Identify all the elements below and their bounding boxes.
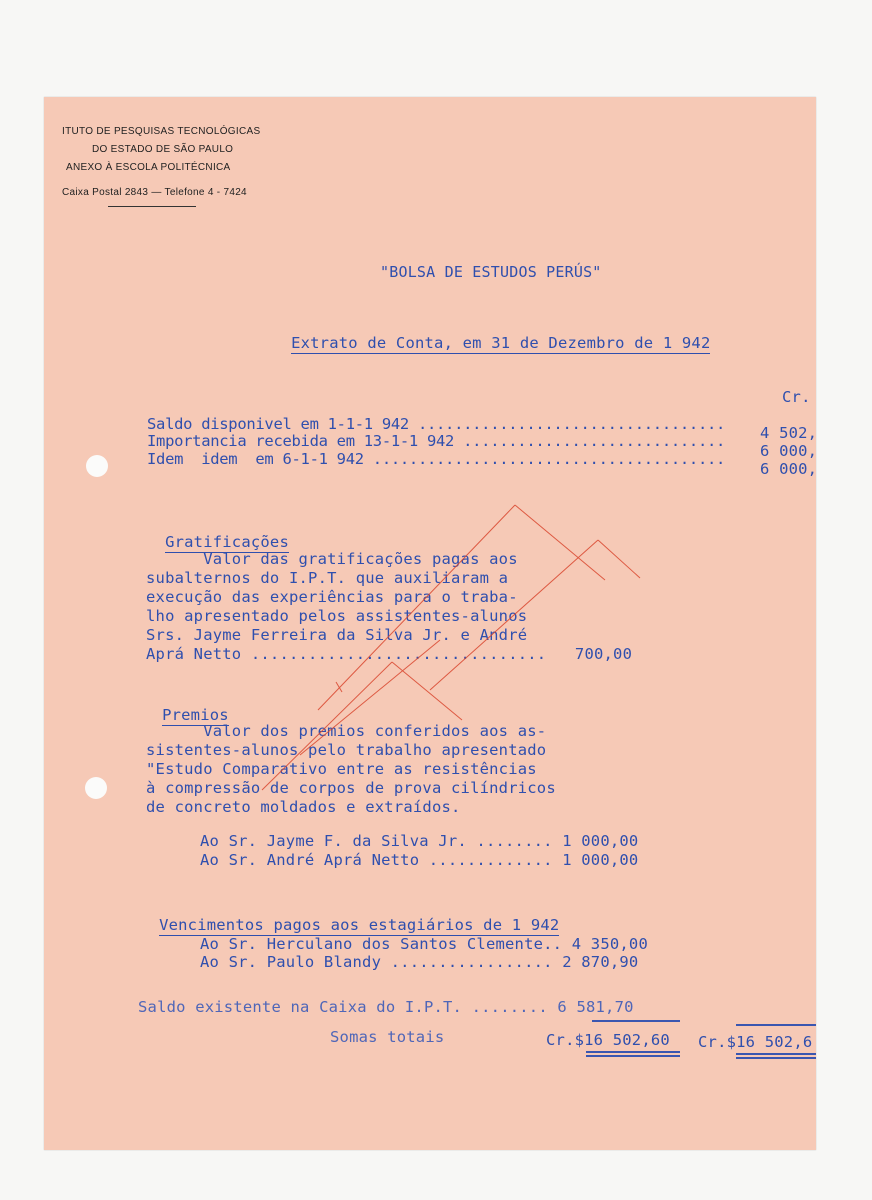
section-heading-premios: [143, 688, 229, 724]
document-subtitle: [272, 316, 710, 352]
receipt-line-3: Idem idem em 6-1-1 942 .......................................: [147, 450, 726, 468]
section-heading-vencimentos: [140, 898, 559, 934]
saldo-underline: [592, 1020, 680, 1022]
letterhead-line-4: Caixa Postal 2843 — Telefone 4 - 7424: [62, 187, 247, 198]
total-debit: Cr.$16 502,60: [546, 1031, 670, 1049]
total-debit-double-rule-1: [586, 1051, 680, 1053]
punch-hole-top: [86, 455, 108, 477]
credit-total-rule: [736, 1024, 816, 1026]
heading-text: Premios: [162, 706, 229, 724]
receipt-line-2: Importancia recebida em 13-1-1 942 .............................: [147, 432, 726, 450]
gratificacoes-line-6: Aprá Netto ............................... 700,00: [146, 645, 633, 663]
letterhead-rule: [108, 206, 196, 207]
document-title: "BOLSA DE ESTUDOS PERÚS": [380, 263, 602, 281]
receipt-value-1: 4 502,: [760, 424, 818, 442]
receipt-value-3: 6 000,: [760, 460, 818, 478]
gratificacoes-line-5: Srs. Jayme Ferreira da Silva Jr. e André: [146, 626, 528, 644]
premios-payee-1: Ao Sr. Jayme F. da Silva Jr. ........ 1 000,00: [200, 832, 639, 850]
total-credit-double-rule-2: [736, 1057, 816, 1059]
premios-line-4: à compressão de corpos de prova cilíndricos: [146, 779, 556, 797]
somas-label: Somas totais: [330, 1028, 445, 1046]
letterhead-line-1: ITUTO DE PESQUISAS TECNOLÓGICAS: [62, 126, 261, 137]
premios-payee-2: Ao Sr. André Aprá Netto ............. 1 000,00: [200, 851, 639, 869]
total-debit-double-rule-2: [586, 1055, 680, 1057]
letterhead-line-3: ANEXO À ESCOLA POLITÉCNICA: [66, 162, 231, 173]
gratificacoes-line-2: subalternos do I.P.T. que auxiliaram a: [146, 569, 509, 587]
receipt-value-2: 6 000,: [760, 442, 818, 460]
vencimentos-payee-2: Ao Sr. Paulo Blandy ................. 2 870,90: [200, 953, 639, 971]
credit-column-header: Cr.: [782, 388, 811, 406]
section-heading-gratificacoes: [146, 515, 289, 551]
premios-line-2: sistentes-alunos pelo trabalho apresentado: [146, 741, 547, 759]
gratificacoes-line-4: lho apresentado pelos assistentes-alunos: [146, 607, 528, 625]
gratificacoes-line-3: execução das experiências para o traba-: [146, 588, 518, 606]
letterhead-line-2: DO ESTADO DE SÃO PAULO: [92, 144, 234, 155]
total-credit-double-rule-1: [736, 1053, 816, 1055]
heading-text: Vencimentos pagos aos estagiários de 1 942: [159, 916, 560, 934]
heading-text: Gratificações: [165, 533, 289, 551]
premios-line-3: "Estudo Comparativo entre as resistências: [146, 760, 537, 778]
premios-line-5: de concreto moldados e extraídos.: [146, 798, 461, 816]
punch-hole-bottom: [85, 777, 107, 799]
receipt-line-1: Saldo disponivel em 1-1-1 942 ..................................: [147, 415, 726, 433]
subtitle-text: Extrato de Conta, em 31 de Dezembro de 1 942: [291, 334, 711, 352]
vencimentos-payee-1: Ao Sr. Herculano dos Santos Clemente.. 4 350,00: [200, 935, 648, 953]
gratificacoes-line-1: Valor das gratificações pagas aos: [146, 550, 518, 568]
premios-line-1: Valor dos premios conferidos aos as-: [146, 722, 547, 740]
saldo-line: Saldo existente na Caixa do I.P.T. ........ 6 581,70: [138, 998, 634, 1016]
total-credit: Cr.$16 502,6: [698, 1033, 813, 1051]
